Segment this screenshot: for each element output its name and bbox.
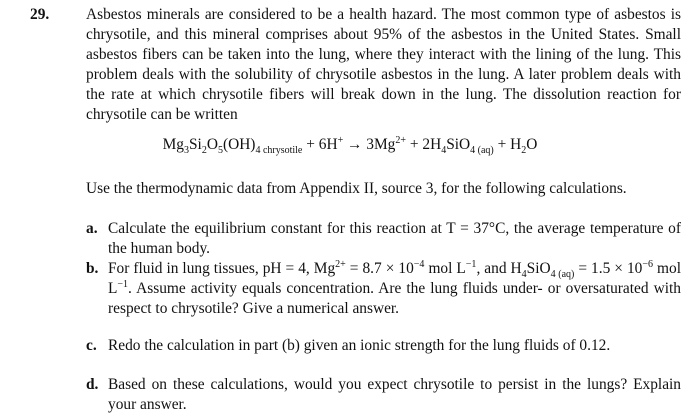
part-b-text-3: mol L — [424, 260, 466, 277]
part-b-sup-4: −6 — [642, 258, 654, 270]
eq-plus-h: + 6H — [302, 136, 338, 153]
eq-mg-sup: 2+ — [395, 134, 407, 146]
eq-sio: SiO — [446, 136, 471, 153]
part-a-label: a. — [86, 220, 98, 237]
eq-o: O — [206, 136, 218, 153]
eq-h2-sub: 2 — [521, 145, 527, 157]
part-b-sup-3: −1 — [465, 258, 477, 270]
eq-plus-2h: + 2H — [406, 136, 442, 153]
eq-oh-sub — [255, 145, 302, 156]
part-b-sup-2: −4 — [413, 258, 425, 270]
eq-sio-sub-num: 4 — [470, 145, 476, 157]
part-b-text-7: mol L — [108, 260, 681, 297]
part-d-label: d. — [86, 376, 99, 393]
part-b-text-8: . Assume activity equals concentration. Are the lung fluids under- or oversaturated with respect to chrysotile? Give a numerical answer. — [108, 280, 681, 317]
eq-phase-aq: (aq) — [477, 145, 494, 157]
part-c-label: c. — [86, 337, 97, 354]
part-b — [86, 258, 681, 319]
part-b-text-4: , and H — [476, 260, 522, 277]
eq-h4-sub: 4 — [441, 145, 447, 157]
part-b-sup-5: −1 — [117, 278, 129, 290]
eq-plus-h2: + H — [493, 136, 522, 153]
part-b-text-6: = 1.5 × 10 — [574, 260, 643, 277]
problem-intro: Asbestos minerals are considered to be a health hazard. The most common type of asbestos is chrysotile, and this mineral comprises about 95% of the asbestos in the United States. Small asbestos fibers can be taken into the lung, where they interact with the lining of the lung. This problem deals with the solubility of chrysotile asbestos in the lung. A later problem deals with the rate at which chrysotile fibers will break down in the lung. The dissolution reaction for chrysotile can be written — [86, 6, 681, 123]
part-c — [86, 336, 681, 356]
part-d — [86, 375, 681, 415]
eq-sio-sub — [470, 145, 494, 156]
part-b-text-1: For fluid in lung tissues, pH = 4, Mg — [108, 260, 336, 277]
problem-number: 29. — [30, 6, 50, 23]
eq-arrow-mg: → 3Mg — [343, 136, 396, 153]
part-b-text-5: SiO — [526, 260, 551, 277]
eq-water-o: O — [526, 136, 538, 153]
part-b-sup-1: 2+ — [335, 258, 346, 270]
part-a-text: Calculate the equilibrium constant for this reaction at T = 37°C, the average temperature of the human body. — [108, 220, 681, 257]
part-a — [86, 219, 681, 259]
problem-instructions: Use the thermodynamic data from Appendix II, source 3, for the following calculations. — [86, 180, 627, 197]
dissolution-equation — [0, 133, 700, 157]
eq-oh-sub-num: 4 — [255, 145, 261, 157]
part-c-text: Redo the calculation in part (b) given an ionic strength for the lung fluids of 0.12. — [108, 337, 611, 354]
eq-phase-chrysotile: chrysotile — [262, 145, 303, 157]
eq-si-sub: 2 — [201, 145, 207, 157]
eq-mg: Mg — [162, 136, 184, 153]
eq-h-sup: + — [337, 134, 344, 146]
part-b-sub-2: 4 (aq) — [550, 269, 575, 281]
eq-mg-sub: 3 — [183, 145, 189, 157]
part-b-label: b. — [86, 260, 99, 277]
part-d-text: Based on these calculations, would you expect chrysotile to persist in the lungs? Explain your answer. — [108, 376, 681, 413]
part-b-text-2: = 8.7 × 10 — [345, 260, 414, 277]
eq-si: Si — [188, 136, 202, 153]
eq-o-sub: 5 — [217, 145, 223, 157]
eq-oh: (OH) — [222, 136, 256, 153]
part-b-sub-1: 4 — [521, 269, 527, 281]
